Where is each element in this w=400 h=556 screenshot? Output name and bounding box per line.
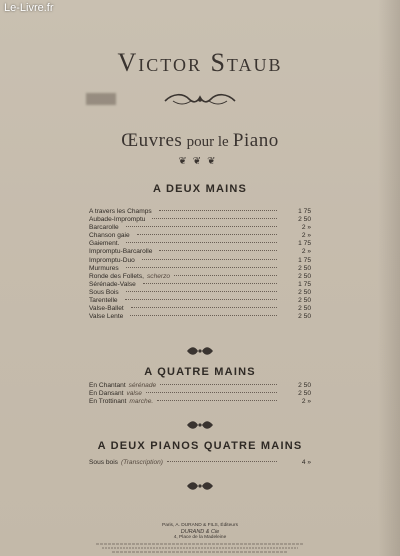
list-item: Gaiement. 1 75 <box>89 240 311 248</box>
list-item: Valse-Ballet 2 50 <box>89 305 311 313</box>
list-item: Chanson gaie 2 » <box>89 232 311 240</box>
series-middle: pour le <box>186 134 229 150</box>
section-heading-deux-mains: A DEUX MAINS <box>152 183 248 195</box>
list-item: Murmures 2 50 <box>89 264 311 272</box>
vignette-ornament-icon <box>186 481 214 491</box>
list-item: Impromptu-Barcarolle 2 » <box>89 248 311 256</box>
series-instrument: Piano <box>232 130 279 151</box>
list-item: En Dansant valse 2 50 <box>89 390 311 398</box>
decorative-dots-icon: ❦❦❦ <box>178 156 222 167</box>
list-item: Impromptu-Duo 1 75 <box>89 256 311 264</box>
flourish-ornament-icon <box>163 91 237 107</box>
stamp-smudge <box>86 93 116 105</box>
list-item: Sérénade-Valse 1 75 <box>89 280 311 288</box>
publisher-firm: DURAND & Cie <box>180 529 220 535</box>
list-item: En Trottinant marche. 2 » <box>89 398 311 406</box>
section-heading-quatre-mains: A QUATRE MAINS <box>144 366 256 378</box>
composer-name: Victor Staub <box>117 48 283 77</box>
vignette-ornament-icon <box>186 420 214 430</box>
list-quatre-mains <box>89 382 311 406</box>
fine-print-block <box>92 542 308 554</box>
page-edge-shadow <box>378 0 400 556</box>
series-prefix: Œuvres <box>121 130 183 151</box>
publisher-imprint <box>0 523 400 541</box>
list-item: Aubade-Impromptu 2 50 <box>89 216 311 224</box>
list-item: Sous Bois 2 50 <box>89 288 311 296</box>
list-item: Valse Lente 2 50 <box>89 313 311 321</box>
list-item: Sous bois (Transcription) 4 » <box>89 459 311 466</box>
list-item: Ronde des Follets, scherzo 2 50 <box>89 272 311 280</box>
publisher-line: Paris, A. DURAND & FILS, Éditeurs <box>162 523 238 528</box>
list-item: En Chantant sérénade 2 50 <box>89 382 311 389</box>
watermark: Le-Livre.fr <box>4 2 54 14</box>
section-heading-deux-pianos: A DEUX PIANOS QUATRE MAINS <box>97 440 303 452</box>
series-title <box>0 130 400 152</box>
publisher-address: 4, Place de la Madeleine <box>173 535 227 540</box>
vignette-ornament-icon <box>186 346 214 356</box>
list-item: Barcarolle 2 » <box>89 224 311 232</box>
list-deux-pianos <box>89 459 311 467</box>
list-item: A travers les Champs 1 75 <box>89 208 311 215</box>
list-item: Tarentelle 2 50 <box>89 297 311 305</box>
list-deux-mains <box>89 208 311 321</box>
